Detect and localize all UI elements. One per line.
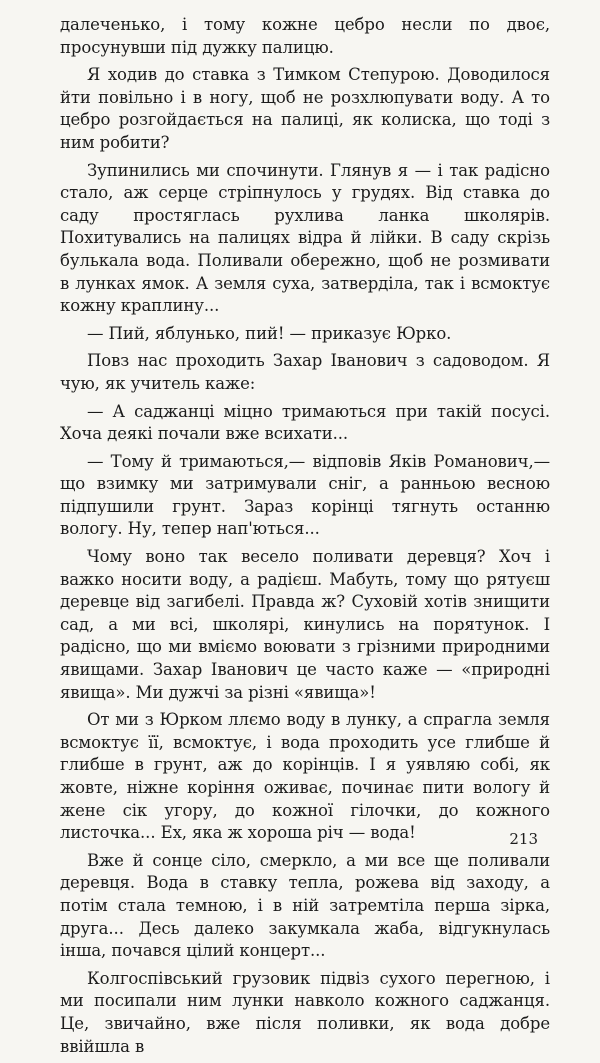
paragraph: Колгоспівський грузовик підвіз сухого перегною, і ми посипали ним лунки навколо кожного саджанця. Це, звичайно, вже після поливки, як вода добре ввійшла в — [60, 968, 550, 1056]
paragraph: Я ходив до ставка з Тимком Степурою. Доводилося йти повільно і в ногу, щоб не розхлюпувати воду. А то цебро розгойдається на палиці, як колиска, що тоді з ним робити? — [60, 65, 550, 152]
paragraph: От ми з Юрком ллємо воду в лунку, а спрагла земля всмоктує її, всмоктує, і вода проходить усе глибше й глибше в грунт, аж до корінців. І я уявляю собі, як жовте, ніжне коріння оживає, починає пити вологу й жене сік угору, до кожної гілочки, до кожного листочка... Ех, яка ж хороша річ — вода! — [60, 710, 550, 843]
paragraph: Чому воно так весело поливати деревця? Хоч і важко носити воду, а радієш. Мабуть, тому що рятуєш деревце від загибелі. Правда ж? Суховій хотів знищити сад, а ми всі, школярі, кинулись на порятунок. І радісно, що ми вміємо воювати з грізними природними явищами. Захар Іванович це часто каже — «природні явища». Ми дужчі за різні «явища»! — [60, 547, 550, 702]
paragraph: Повз нас проходить Захар Іванович з садоводом. Я чую, як учитель каже: — [60, 351, 550, 393]
paragraph: Вже й сонце сіло, смеркло, а ми все ще поливали деревця. Вода в ставку тепла, рожева від заходу, а потім стала темною, і в ній затремтіла перша зірка, друга... Десь далеко закумкала жаба, відгукнулась інша, почався цілий концерт... — [60, 850, 550, 961]
page-body — [60, 14, 550, 1063]
paragraph: Зупинились ми спочинути. Глянув я — і так радісно стало, аж серце стріпнулось у грудях. Від ставка до саду простяглась рухлива ланка школярів. Похитувались на палицях відра й лійки. В саду скрізь булькала вода. Поливали обережно, щоб не розмивати в лунках ямок. А земля суха, затверділа, так і всмоктує кожну краплину... — [60, 160, 550, 316]
paragraph: — Пий, яблунько, пий! — приказує Юрко. — [87, 323, 452, 343]
page-number: 213 — [509, 830, 538, 848]
paragraph: — А саджанці міцно тримаються при такій посусі. Хоча деякі почали вже всихати... — [60, 401, 550, 444]
paragraph: далеченько, і тому кожне цебро несли по двоє, просунувши під дужку палицю. — [60, 15, 550, 57]
paragraph: — Тому й тримаються,— відповів Яків Романович,— що взимку ми затримували сніг, а ранньою весною підпушили грунт. Зараз корінці тягнуть останню вологу. Ну, тепер нап'ються... — [60, 451, 550, 539]
